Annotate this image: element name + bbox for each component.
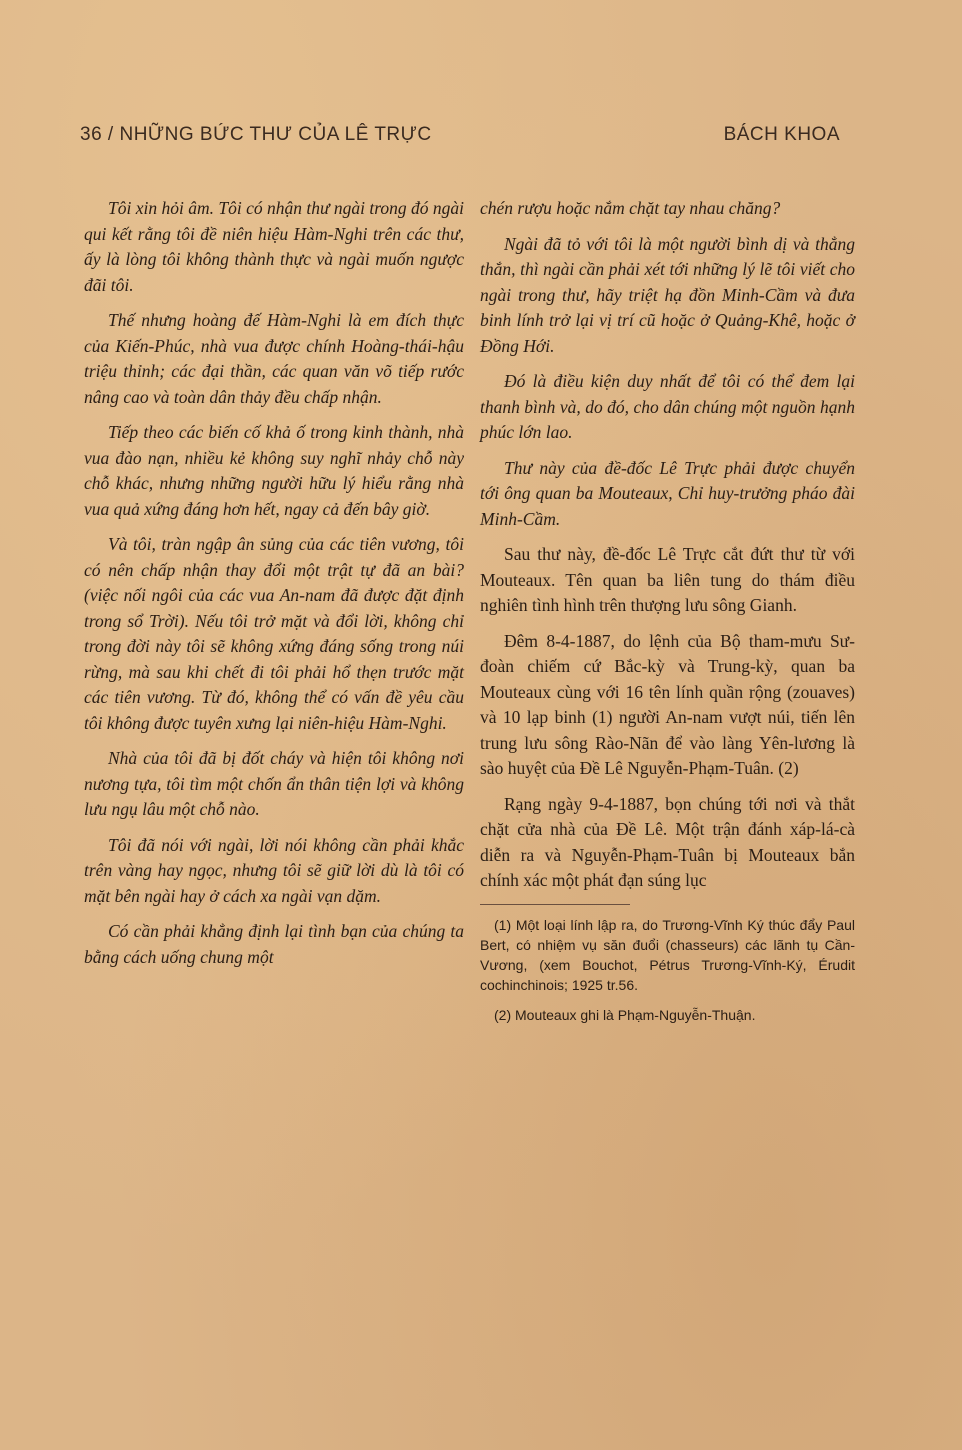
letter-paragraph-5: Nhà của tôi đã bị đốt cháy và hiện tôi không nơi nương tựa, tôi tìm một chốn ẩn thân tiện lợi và không lưu ngụ lâu một chỗ nào. (84, 748, 464, 819)
narrative-paragraph-1: Sau thư này, đề-đốc Lê Trực cắt đứt thư từ với Mouteaux. Tên quan ba liên tung do thám điều nghiên tình hình trên thượng lưu sông Gianh. (480, 544, 855, 615)
letter-paragraph-1: Tôi xin hỏi âm. Tôi có nhận thư ngài trong đó ngài qui kết rằng tôi đề niên hiệu Hàm-Nghi trên các thư, ấy là lòng tôi không thành thực và ngài muốn ngược đãi tôi. (84, 198, 464, 295)
letter-continuation: chén rượu hoặc nắm chặt tay nhau chăng? (480, 198, 781, 218)
footnote-divider (480, 904, 630, 905)
running-header (80, 124, 850, 156)
letter-address-note: Thư này của đề-đốc Lê Trực phải được chuyển tới ông quan ba Mouteaux, Chỉ huy-trưởng pháo đài Minh-Cầm. (480, 457, 855, 529)
narrative-paragraph-3: Rạng ngày 9-4-1887, bọn chúng tới nơi và thắt chặt cửa nhà của Đề Lê. Một trận đánh xáp-lá-cà diễn ra và Nguyễn-Phạm-Tuân bị Mouteaux bắn chính xác một phát đạn súng lục (480, 793, 855, 890)
letter-paragraph-6: Tôi đã nói với ngài, lời nói không cần phải khắc trên vàng hay ngọc, nhưng tôi sẽ giữ lời dù là tôi có mặt bên ngài hay ở cách xa ngài vạn dặm. (84, 834, 464, 906)
magazine-title: BÁCH KHOA (723, 124, 840, 145)
page-number-and-title: 36 / NHỮNG BỨC THƯ CỦA LÊ TRỰC (80, 124, 432, 145)
footnote-2: (2) Mouteaux ghi là Phạm-Nguyễn-Thuận. (494, 1006, 756, 1023)
left-column (84, 196, 464, 980)
narrative-paragraph-2: Đêm 8-4-1887, do lệnh của Bộ tham-mưu Sư-đoàn chiếm cứ Bắc-kỳ và Trung-kỳ, quan ba Mouteaux cùng với 16 tên lính quần rộng (zouaves) và 10 lạp binh (1) người An-nam vượt núi, tiến lên trung lưu sông Rào-Nãn để vào làng Yên-lương là sào huyệt của Đề Lê Nguyễn-Phạm-Tuân. (2) (480, 630, 855, 778)
letter-paragraph-7: Có cần phải khẳng định lại tình bạn của chúng ta bằng cách uống chung một (84, 921, 464, 967)
right-column (480, 196, 855, 1035)
letter-paragraph-8: Ngài đã tỏ với tôi là một người bình dị và thẳng thắn, thì ngài cần phải xét tới những lý lẽ tôi viết cho ngài trong thư, hãy triệt hạ đồn Minh-Cầm và đưa binh lính trở lại vị trí cũ hoặc ở Quảng-Khê, hoặc ở Đồng Hới. (480, 233, 855, 356)
footnote-1: (1) Một loại lính lập ra, do Trương-Vĩnh Ký thúc đẩy Paul Bert, có nhiệm vụ săn đuổi (chasseurs) các lãnh tụ Cần-Vương, (xem Bouchot, Pétrus Trương-Vĩnh-Ký, Érudit cochinchinois; 1925 tr.56. (480, 916, 855, 993)
letter-paragraph-2: Thế nhưng hoàng đế Hàm-Nghi là em đích thực của Kiến-Phúc, nhà vua được chính Hoàng-thái-hậu triệu thỉnh; các đại thần, các quan văn võ tiếp rước nâng cao và toàn dân thảy đều chấp nhận. (84, 310, 464, 407)
letter-paragraph-9: Đó là điều kiện duy nhất để tôi có thể đem lại thanh bình và, do đó, cho dân chúng một nguồn hạnh phúc lớn lao. (480, 371, 855, 442)
letter-paragraph-4: Và tôi, tràn ngập ân sủng của các tiên vương, tôi có nên chấp nhận thay đổi một trật tự đã an bài? (việc nối ngôi của các vua An-nam đã được đặt định trong sổ Trời). Nếu tôi trở mặt và đổi lời, không chỉ trong đời này tôi sẽ không xứng đáng sống trong núi rừng, mà sau khi chết đi tôi phải hổ thẹn trước mặt các tiên vương. Từ đó, không thể có vấn đề yêu cầu tôi không được tuyên xưng lại niên-hiệu Hàm-Nghi. (84, 534, 464, 733)
letter-paragraph-3: Tiếp theo các biến cố khả ố trong kinh thành, nhà vua đào nạn, nhiều kẻ không suy nghĩ nhảy chỗ này chỗ khác, nhưng những người hữu lý hiểu rằng nhà vua quả xứng đáng hơn hết, ngay cả đến bây giờ. (84, 422, 464, 519)
